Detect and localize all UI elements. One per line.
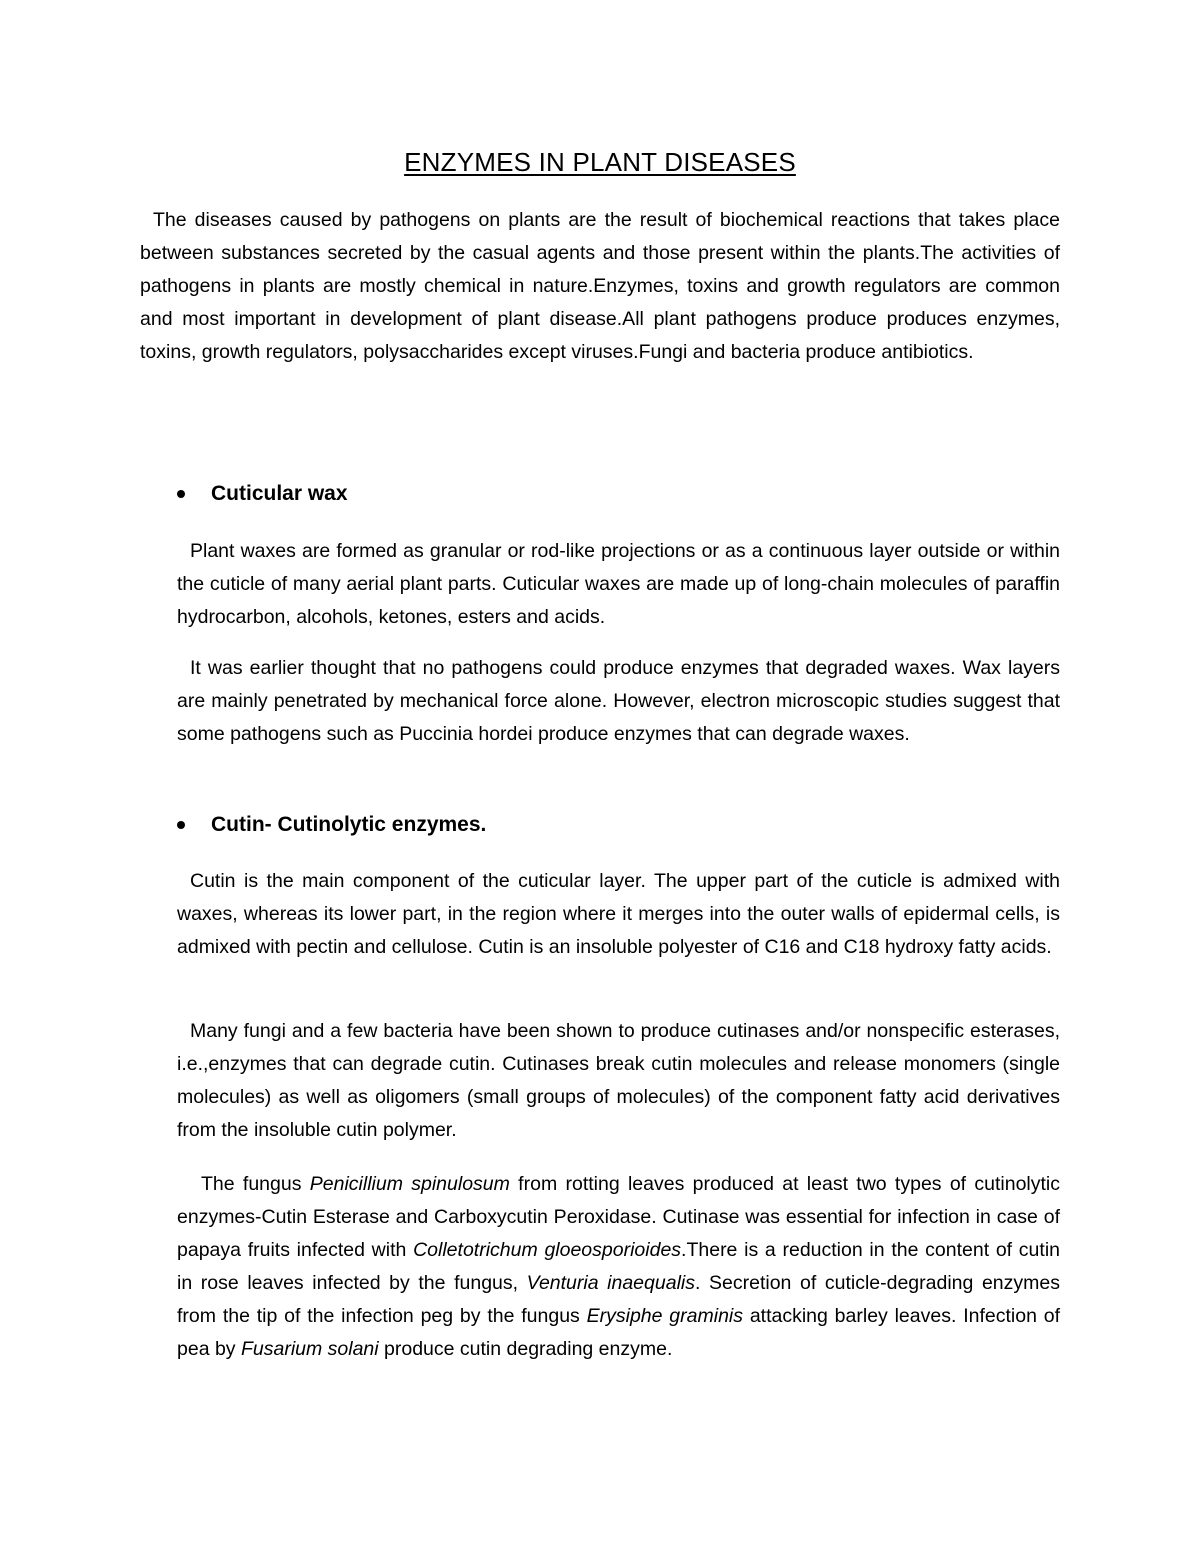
bullet-icon [177,821,185,829]
paragraph-cutin-3 [177,1168,1060,1366]
paragraph-text: Plant waxes are formed as granular or rod-like projections or as a continuous layer outside or within the cuticle of many aerial plant parts. Cuticular waxes are made up of long-chain molecules of paraffin hydrocarbon, alcohols, ketones, esters and acids. [177,540,1060,628]
paragraph-text: .There is a reduction in the content of cutin in rose leaves infected by the fungus, [177,1239,1060,1294]
paragraph-text: attacking barley leaves. Infection of pea by [177,1305,1060,1360]
paragraph-text: from rotting leaves produced at least two types of cutinolytic enzymes-Cutin Esterase and Carboxycutin Peroxidase. Cutinase was essential for infection in case of papaya fruits infected with [177,1173,1061,1261]
section-heading-cuticular-wax [177,479,348,509]
species-name: Venturia inaequalis [526,1272,695,1294]
paragraph-text: . Secretion of cuticle-degrading enzymes from the tip of the infection peg by the fungus [177,1272,1060,1327]
page-title: ENZYMES IN PLANT DISEASES [404,147,796,177]
paragraph-cutin-1 [177,865,1060,964]
intro-paragraph [140,204,1060,369]
species-name: Erysiphe graminis [586,1305,743,1327]
paragraph-text: The fungus [201,1173,310,1195]
species-name: Colletotrichum gloeosporioides [413,1239,682,1261]
paragraph-text: produce cutin degrading enzyme. [378,1338,673,1360]
intro-text: The diseases caused by pathogens on plants are the result of biochemical reactions that takes place between substances secreted by the casual agents and those present within the plants.The activities of pathogens in plants are mostly chemical in nature.Enzymes, toxins and growth regulators are common and most important in development of plant disease.All plant pathogens produce produces enzymes, toxins, growth regulators, polysaccharides except viruses.Fungi and bacteria produce antibiotics. [140,209,1060,363]
section-heading-text: Cutin- Cutinolytic enzymes. [211,813,487,836]
paragraph-wax-1 [177,535,1060,634]
bullet-icon [177,490,185,498]
paragraph-wax-2 [177,652,1060,751]
paragraph-text: Many fungi and a few bacteria have been shown to produce cutinases and/or nonspecific esterases, i.e.,enzymes that can degrade cutin. Cutinases break cutin molecules and release monomers (single molecules) as well as oligomers (small groups of molecules) of the component fatty acid derivatives from the insoluble cutin polymer. [177,1020,1060,1141]
section-heading-cutin [177,810,486,840]
paragraph-text: Cutin is the main component of the cuticular layer. The upper part of the cuticle is admixed with waxes, whereas its lower part, in the region where it merges into the outer walls of epidermal cells, is admixed with pectin and cellulose. Cutin is an insoluble polyester of C16 and C18 hydroxy fatty acids. [177,870,1060,958]
section-heading-text: Cuticular wax [211,482,348,505]
paragraph-text: It was earlier thought that no pathogens could produce enzymes that degraded waxes. Wax layers are mainly penetrated by mechanical force alone. However, electron microscopic studies suggest that some pathogens such as Puccinia hordei produce enzymes that can degrade waxes. [177,657,1060,745]
species-name: Fusarium solani [240,1338,379,1360]
species-name: Penicillium spinulosum [309,1173,510,1195]
paragraph-cutin-2 [177,1015,1060,1147]
